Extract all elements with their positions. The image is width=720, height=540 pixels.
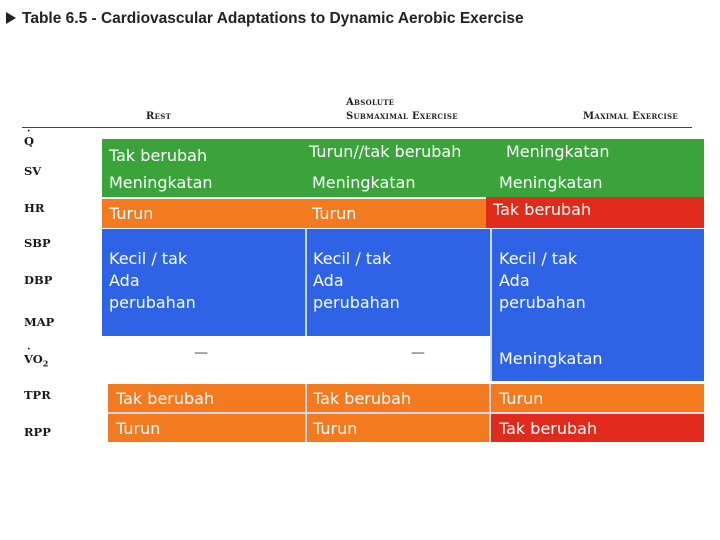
cell-bp-max: Kecil / tak Ada perubahan xyxy=(499,249,586,312)
cell-bp-submax: Kecil / tak Ada perubahan xyxy=(313,249,400,312)
cell-q-max: Meningkatan xyxy=(492,139,704,169)
row-divider xyxy=(108,412,704,414)
cell-sv-rest: Meningkatan xyxy=(102,169,302,197)
vo2-blank-area xyxy=(102,336,490,381)
cell-tpr-submax: Tak berubah xyxy=(306,384,490,412)
cell-sv-max: Meningkatan xyxy=(492,169,704,197)
cell-rpp-submax: Turun xyxy=(306,414,490,442)
row-label-vo2: · $VO_2$ xyxy=(24,344,49,369)
cell-bp-rest: Kecil / tak Ada perubahan xyxy=(109,249,196,312)
row-label-map: MAP xyxy=(24,315,55,329)
cell-tpr-max: Turun xyxy=(490,384,704,412)
header-submaximal: Submaximal Exercise xyxy=(346,111,458,122)
header-absolute: Absolute xyxy=(346,97,395,108)
row-label-tpr: TPR xyxy=(24,388,51,402)
cell-vo2-submax: — xyxy=(411,345,425,361)
row-label-dbp: DBP xyxy=(24,273,53,287)
table-title xyxy=(6,10,524,28)
dot-accent: · xyxy=(27,126,31,137)
column-divider xyxy=(305,384,307,442)
row-label-rpp: RPP xyxy=(24,425,51,439)
cell-rpp-max: Tak berubah xyxy=(490,414,704,442)
dot-accent: · xyxy=(27,344,31,355)
row-label-q: · Q xyxy=(24,126,35,148)
cell-q-submax: Turun//tak berubah xyxy=(302,139,492,169)
cell-rpp-rest: Turun xyxy=(108,414,306,442)
row-label-hr: HR xyxy=(24,201,45,215)
row-label-sbp: SBP xyxy=(24,236,51,250)
cell-q-rest: Tak berubah xyxy=(102,139,302,169)
cell-hr-rest: Turun xyxy=(102,199,302,228)
header-maximal: Maximal Exercise xyxy=(583,111,679,122)
header-rest: Rest xyxy=(146,111,172,122)
header-divider xyxy=(22,127,692,128)
row-label-sv: SV xyxy=(24,164,42,178)
cell-vo2-rest: — xyxy=(194,345,208,361)
triangle-right-icon xyxy=(6,12,16,24)
cell-tpr-rest: Tak berubah xyxy=(108,384,306,412)
cell-hr-max: Tak berubah xyxy=(486,197,704,228)
cell-sv-submax: Meningkatan xyxy=(302,169,492,197)
table-title-text: Table 6.5 - Cardiovascular Adaptations to Dynamic Aerobic Exercise xyxy=(22,10,524,27)
cell-hr-submax: Turun xyxy=(302,199,492,228)
cell-vo2-max: Meningkatan xyxy=(499,349,603,368)
column-divider xyxy=(489,384,491,442)
